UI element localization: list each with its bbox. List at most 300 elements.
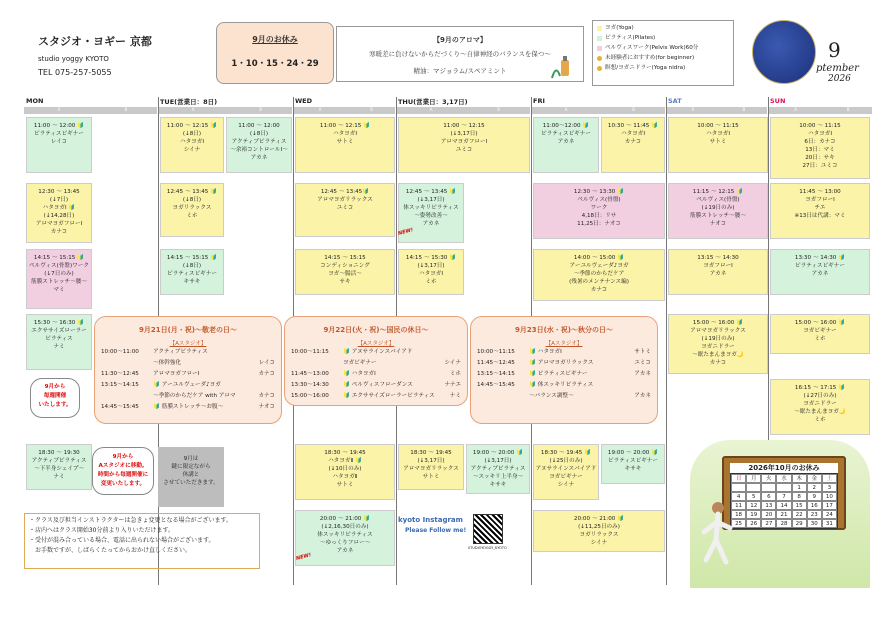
event-row[interactable] xyxy=(477,358,651,369)
class-cell-line: 筋膜ストレッチ～腰～ xyxy=(31,279,87,285)
class-cell-line: 13:30 ～ 14:30 🔰 xyxy=(794,255,846,261)
class-cell-line: (残暑のメンテナンス編) xyxy=(569,279,629,285)
legend-item xyxy=(597,23,729,33)
class-cell-line: ヨガリラックス xyxy=(172,205,212,211)
moon-illustration xyxy=(752,20,816,84)
class-cell-line: サトミ xyxy=(336,139,354,145)
studio-b-label: B xyxy=(370,107,373,112)
class-cell-line: ピラティスビギナー xyxy=(541,131,591,137)
class-cell-line: アカネ xyxy=(336,548,354,554)
class-cell-line: ヨガビギナー xyxy=(549,474,583,480)
class-cell-line: アロマヨガリラックス xyxy=(317,197,373,203)
legend-box xyxy=(592,20,734,86)
class-cell-line: (↓3,17日) xyxy=(417,458,445,464)
class-cell-line: チエ xyxy=(814,205,826,211)
class-cell-line: ～スッキリ上半身～ xyxy=(472,474,524,480)
event-row-class: ～季節のからだケア with アロマ xyxy=(153,393,236,399)
event-ev1 xyxy=(94,316,282,424)
class-cell-wed6[interactable] xyxy=(295,444,395,500)
event-row[interactable] xyxy=(101,380,275,391)
class-cell-line: ヨガフローⅠ xyxy=(703,263,733,269)
legend-swatch xyxy=(597,46,602,51)
class-cell-line: ヨガニドラー xyxy=(803,401,837,407)
legend-label: ペルヴィスワーク(Pelvis Work)60分 xyxy=(605,45,699,51)
class-cell-wed3[interactable] xyxy=(295,249,395,295)
event-row[interactable] xyxy=(291,380,461,391)
tue-bubble-line: Aスタジオに移動。 xyxy=(98,463,148,469)
legend-label: ヨガ(Yoga) xyxy=(605,25,634,31)
legend-item xyxy=(597,53,729,63)
event-row-instructor: ナナエ xyxy=(444,382,461,388)
new-label: NEW! xyxy=(295,552,312,562)
event-row[interactable] xyxy=(291,369,461,380)
class-cell-line: 18:30 ～ 19:45 xyxy=(410,450,452,456)
aroma-bottle-icon xyxy=(548,52,578,82)
class-cell-line: アカネ xyxy=(811,271,829,277)
event-row[interactable] xyxy=(291,347,461,358)
oct-weekday: 日 xyxy=(731,474,746,483)
class-cell-line: ペルヴィス(骨盤) xyxy=(577,197,621,203)
class-cell-line: サキ xyxy=(339,279,351,285)
class-cell-line: (↓19日のみ) xyxy=(701,336,735,342)
oct-day: 28 xyxy=(776,519,791,528)
class-cell-line: 20日：サキ xyxy=(805,155,835,161)
event-row-class: 🔰 ペルヴィスフローダンス xyxy=(343,382,413,388)
class-cell-line: (↓25日のみ) xyxy=(549,458,583,464)
ab-row-2 xyxy=(293,107,395,114)
class-cell-line: ミホ xyxy=(814,336,826,342)
oct-day: 17 xyxy=(822,501,837,510)
class-cell-line: サトミ xyxy=(336,482,354,488)
tue-bubble-line: 9月から xyxy=(112,454,134,460)
event-row-time: 10:00～11:15 xyxy=(291,349,329,355)
event-row-instructor xyxy=(249,347,275,358)
class-cell-sat4[interactable] xyxy=(668,314,768,374)
event-row-class: ～バランス調整～ xyxy=(529,393,574,399)
note-line: ・受付が混み合っている場合、電話に出られない場合がございます。 xyxy=(29,537,215,544)
class-cell-mon2[interactable] xyxy=(26,183,92,243)
tue-notice-bubble xyxy=(92,447,154,495)
day-header-6: SUN xyxy=(770,97,786,105)
ab-row-3 xyxy=(396,107,530,114)
class-cell-tue1b[interactable] xyxy=(226,117,292,173)
class-cell-line: (↓14,28日) xyxy=(43,213,75,219)
tue-closed-line: 休講と xyxy=(182,472,200,478)
class-cell-line: ミホ xyxy=(425,279,437,285)
note-line: ・店内へはクラス開始30分前より入りいただけます。 xyxy=(29,527,174,534)
holidays-dates: 1・10・15・24・29 xyxy=(231,59,319,69)
event-row[interactable] xyxy=(477,391,651,402)
class-cell-sat1[interactable] xyxy=(668,117,768,173)
studio-b-label: B xyxy=(124,107,128,112)
class-cell-sun3[interactable] xyxy=(770,249,870,295)
class-cell-line: 筋膜ストレッチ～腰～ xyxy=(690,213,746,219)
class-cell-line: (↓8日) xyxy=(249,131,269,137)
class-cell-line: ペルヴィス(骨盤)ワーク xyxy=(29,263,89,269)
legend-swatch xyxy=(597,36,602,41)
day-header-2: WED xyxy=(295,97,313,105)
legend-item xyxy=(597,33,729,43)
ab-row-0 xyxy=(24,107,157,114)
class-cell-line: 14:15 ～ 15:15 🔰 xyxy=(166,255,218,261)
event-ev2 xyxy=(284,316,468,406)
class-cell-line: 16:15 ～ 17:15 🔰 xyxy=(794,385,846,391)
oct-day: 20 xyxy=(761,510,776,519)
class-cell-line: ヨガ～腸活～ xyxy=(328,271,362,277)
class-cell-tue2[interactable] xyxy=(160,183,224,237)
oct-day: 27 xyxy=(761,519,776,528)
oct-day: 31 xyxy=(822,519,837,528)
event-row-class: 🔰 ハタヨガⅠ xyxy=(343,371,376,377)
class-cell-fri2[interactable] xyxy=(533,183,665,239)
studio-name: スタジオ・ヨギー 京都 xyxy=(38,35,152,48)
event-row-instructor: アカネ xyxy=(634,393,651,399)
class-cell-line: (↓3,17日) xyxy=(484,458,512,464)
day-header-4: FRI xyxy=(533,97,545,105)
studio-a-label: A xyxy=(429,107,433,112)
studio-en-name: studio yoggy KYOTO xyxy=(38,55,109,63)
studio-a-label: A xyxy=(191,107,195,112)
class-cell-line: アクティブピラティス xyxy=(231,139,287,145)
event-row[interactable] xyxy=(101,391,275,402)
legend-label: 未経験者におすすめ(for beginner) xyxy=(605,55,695,61)
class-cell-line: 15:30 ～ 16:30 🔰 xyxy=(33,320,85,326)
class-cell-line: シイナ xyxy=(557,482,575,488)
class-cell-line: ピラティスビギナー xyxy=(608,458,658,464)
event-row-time: 14:45～15:45 xyxy=(477,382,515,388)
class-cell-mon4[interactable] xyxy=(26,314,92,370)
studio-a-label: A xyxy=(794,107,797,112)
class-cell-line: 18:30 ～ 19:45 🔰 xyxy=(540,450,592,456)
class-cell-line: ペルヴィス(骨盤) xyxy=(696,197,740,203)
class-cell-line: (↓2,16,30日のみ) xyxy=(321,524,369,530)
class-cell-line: (↓3,17日) xyxy=(450,131,478,137)
class-cell-line: 20:00 ～ 21:00 🔰 xyxy=(573,516,625,522)
oct-day: 26 xyxy=(746,519,761,528)
class-cell-line: (↓3,17日) xyxy=(417,197,445,203)
class-cell-line: 体スッキリピラティス xyxy=(317,532,373,538)
event-row-instructor xyxy=(249,380,275,391)
class-cell-line: ハタヨガⅠ xyxy=(179,139,205,145)
legend-item xyxy=(597,63,729,73)
class-cell-mon3[interactable] xyxy=(26,249,92,309)
tue-closed-line: 鍵に限定ながら xyxy=(171,464,211,470)
class-cell-line: 11:00 ～ 12:00 🔰 xyxy=(33,123,85,129)
class-cell-line: 14:15 ～ 15:30 🔰 xyxy=(405,255,457,261)
event-title: 9月21日(月・祝)～敬老の日～ xyxy=(138,326,237,334)
event-row[interactable] xyxy=(101,369,275,380)
event-row[interactable] xyxy=(101,358,275,369)
class-cell-sun4[interactable] xyxy=(770,314,870,354)
class-cell-fri7[interactable] xyxy=(533,510,665,552)
oct-day: 11 xyxy=(731,501,746,510)
mon-bubble-line: いたします。 xyxy=(38,402,72,408)
class-cell-line: 11:45 ～ 13:00 xyxy=(799,189,841,195)
class-cell-line: 13日：マミ xyxy=(805,147,835,153)
event-row-time xyxy=(101,391,153,402)
class-cell-mon1[interactable] xyxy=(26,117,92,173)
class-cell-tue3[interactable] xyxy=(160,249,224,295)
class-cell-line: ～季節のからだケア xyxy=(573,271,625,277)
class-cell-line: ハタヨガⅠ xyxy=(418,271,444,277)
tue-closed-line: 9月は xyxy=(183,456,199,462)
class-cell-wed2[interactable] xyxy=(295,183,395,237)
class-cell-line: 12:30 ～ 13:30 🔰 xyxy=(573,189,625,195)
class-cell-line: ピラティス xyxy=(45,336,73,342)
event-row-time: 11:45～12:45 xyxy=(477,360,515,366)
class-cell-fri6[interactable] xyxy=(533,444,599,500)
event-row[interactable] xyxy=(291,391,461,402)
event-row-time xyxy=(477,391,529,402)
class-cell-line: ハタヨガⅡ xyxy=(332,474,358,480)
class-cell-wed1[interactable] xyxy=(295,117,395,173)
class-cell-line: 20:00 ～ 21:00 🔰 xyxy=(319,516,371,522)
class-cell-line: 体スッキリピラティス xyxy=(403,205,459,211)
class-cell-line: ハタヨガⅠ xyxy=(705,131,731,137)
class-cell-fri1b[interactable] xyxy=(601,117,665,173)
class-cell-mon6[interactable] xyxy=(26,444,92,490)
class-cell-line: 11:00 ～ 12:15 🔰 xyxy=(166,123,218,129)
oct-day: 6 xyxy=(761,492,776,501)
event-row-time: 13:15～14:15 xyxy=(101,382,139,388)
event-row-instructor: ナミ xyxy=(449,393,461,399)
oct-weekday: 火 xyxy=(761,474,776,483)
class-cell-line: ナミ xyxy=(53,474,65,480)
oct-day: 25 xyxy=(731,519,746,528)
class-cell-line: ～余裕コントロールⅠ～ xyxy=(230,147,288,153)
class-cell-line: ピラティスビギナー xyxy=(34,131,84,137)
event-row-time: 15:00～16:00 xyxy=(291,393,329,399)
event-row-time: 14:45～15:45 xyxy=(101,404,139,410)
class-cell-line: マミ xyxy=(53,287,65,293)
oct-day: 9 xyxy=(807,492,822,501)
studio-b-label: B xyxy=(742,107,746,112)
class-cell-line: アカネ xyxy=(250,155,268,161)
holidays-box xyxy=(216,22,334,84)
class-cell-line: ヨガリラックス xyxy=(579,532,619,538)
instagram-qr-code[interactable] xyxy=(473,514,503,544)
ab-row-4 xyxy=(531,107,665,114)
event-title: 9月23日(水・祝)～秋分の日～ xyxy=(514,326,613,334)
class-cell-fri6b[interactable] xyxy=(601,444,665,484)
class-cell-line: (↓8日) xyxy=(182,263,202,269)
oct-weekday: 月 xyxy=(746,474,761,483)
class-cell-line: (↓8日) xyxy=(182,131,202,137)
oct-day: 7 xyxy=(776,492,791,501)
notes-box xyxy=(24,513,260,569)
oct-day: 1 xyxy=(792,483,807,492)
october-calendar xyxy=(730,463,838,529)
class-cell-line: ※13日は代講：マミ xyxy=(794,213,846,219)
event-row[interactable] xyxy=(101,402,275,413)
oct-day: 23 xyxy=(807,510,822,519)
oct-day: 15 xyxy=(792,501,807,510)
event-row-time: 13:30～14:30 xyxy=(291,382,329,388)
class-cell-line: サトミ xyxy=(709,139,727,145)
studio-a-label: A xyxy=(57,107,61,112)
class-cell-line: 15:00 ～ 16:00 🔰 xyxy=(692,320,744,326)
class-cell-sun1[interactable] xyxy=(770,117,870,179)
class-cell-sun2[interactable] xyxy=(770,183,870,239)
event-row-instructor: アカネ xyxy=(634,371,651,377)
event-row-class: 🔰 アーユルヴェーダ♪ヨガ xyxy=(153,382,221,388)
mon-bubble-line: 9月から xyxy=(44,384,66,390)
class-cell-line: (↓7日) xyxy=(49,197,69,203)
class-cell-line: ミホ xyxy=(814,417,826,423)
class-cell-line: 18:30 ～ 19:30 xyxy=(38,450,80,456)
event-row-class: 🔰 アヌサラインスパイアド xyxy=(343,349,413,355)
studio-b-label: B xyxy=(259,107,262,112)
oct-day: 13 xyxy=(761,501,776,510)
event-row-class: ヨガビギナー xyxy=(343,360,377,366)
oct-day: 2 xyxy=(807,483,822,492)
event-row-class: アクティブピラティス xyxy=(153,349,208,355)
class-cell-line: シイナ xyxy=(590,540,608,546)
ab-row-6 xyxy=(768,107,872,114)
class-cell-line: 12:30 ～ 13:45 xyxy=(38,189,80,195)
class-cell-line: アロマヨガフローⅠ xyxy=(440,139,488,145)
event-row-instructor: カナコ xyxy=(258,371,275,377)
aroma-title: 【9月のアロマ】 xyxy=(433,36,487,44)
event-row-time: 10:00～11:15 xyxy=(477,349,515,355)
event-row[interactable] xyxy=(291,358,461,369)
event-row-class: 🔰 アロマヨガリラックス xyxy=(529,360,594,366)
event-row[interactable] xyxy=(101,347,275,358)
class-cell-line: ワーク xyxy=(590,205,608,211)
class-cell-line: アーユルヴェーダ♪ヨガ xyxy=(569,263,629,269)
class-cell-line: アロマヨガリラックス xyxy=(690,328,746,334)
oct-day: 16 xyxy=(807,501,822,510)
event-studio-tag: 【Aスタジオ】 xyxy=(545,341,583,347)
event-row-time: 11:30～12:45 xyxy=(101,371,139,377)
class-cell-line: 12:45 ～ 13:45 🔰 xyxy=(405,189,457,195)
class-cell-line: ナオコ xyxy=(709,221,727,227)
class-cell-sun5[interactable] xyxy=(770,379,870,435)
oct-weekday: 土 xyxy=(822,474,837,483)
class-cell-line: カナコ xyxy=(709,360,727,366)
class-cell-line: ～ゆっくりフロー～ xyxy=(319,540,371,546)
class-cell-line: 14:15 ～ 15:15 xyxy=(324,255,366,261)
class-cell-line: エクササイズローラー xyxy=(31,328,87,334)
class-cell-fri1a[interactable] xyxy=(533,117,599,173)
class-cell-line: 4,18日：リサ xyxy=(581,213,617,219)
oct-day xyxy=(761,483,776,492)
event-row[interactable] xyxy=(477,380,651,391)
event-ev3 xyxy=(470,316,658,424)
moon-icon xyxy=(597,66,602,71)
instagram-follow: Please Follow me! xyxy=(405,527,467,534)
holidays-title: 9月のお休み xyxy=(252,35,298,44)
legend-label: 瞑想/ヨガニドラー(Yoga nidra) xyxy=(605,65,686,71)
oct-day: 21 xyxy=(776,510,791,519)
class-cell-thu6b[interactable] xyxy=(466,444,530,494)
class-cell-line: 27日：ユミコ xyxy=(802,163,838,169)
month-number: 9 xyxy=(828,38,841,62)
studio-b-label: B xyxy=(497,107,500,112)
class-cell-line: 6日：カナコ xyxy=(804,139,836,145)
october-title: 2026年10月のお休み xyxy=(730,463,838,473)
class-cell-line: アヌサラインスパイアド xyxy=(535,466,597,472)
event-row-time xyxy=(291,358,343,369)
event-row[interactable] xyxy=(477,347,651,358)
class-cell-line: 11:00～12:00 🔰 xyxy=(542,123,590,129)
class-cell-line: 11,25日：ナオコ xyxy=(577,221,621,227)
class-cell-line: ヨガニドラー xyxy=(701,344,735,350)
aroma-box xyxy=(336,26,584,82)
class-cell-line: アカネ xyxy=(557,139,575,145)
class-cell-sat3[interactable] xyxy=(668,249,768,295)
oct-day xyxy=(746,483,761,492)
oct-day: 8 xyxy=(792,492,807,501)
class-cell-line: ピラティスビギナー xyxy=(795,263,845,269)
class-cell-thu6[interactable] xyxy=(398,444,464,490)
class-cell-tue1a[interactable] xyxy=(160,117,224,173)
oct-weekday: 金 xyxy=(807,474,822,483)
class-cell-line: 18:30 ～ 19:45 xyxy=(324,450,366,456)
class-cell-sat2[interactable] xyxy=(668,183,768,239)
class-cell-line: ハタヨガⅠ xyxy=(620,131,646,137)
event-row[interactable] xyxy=(477,369,651,380)
instagram-title[interactable]: kyoto Instagram xyxy=(398,516,463,524)
class-cell-line: 15:00 ～ 16:00 🔰 xyxy=(794,320,846,326)
class-cell-thu3[interactable] xyxy=(398,249,464,295)
event-row-time xyxy=(101,358,153,369)
class-cell-line: 11:00 ～ 12:15 xyxy=(443,123,485,129)
tue-closed-notice xyxy=(158,447,224,507)
event-row-class: 🔰 筋膜ストレッチ～お腹～ xyxy=(153,404,224,410)
event-studio-tag: 【Aスタジオ】 xyxy=(357,341,395,347)
class-cell-line: ハタヨガⅡ 🔰 xyxy=(328,458,362,464)
event-title: 9月22日(火・祝)～国民の休日～ xyxy=(323,326,429,334)
legend-item xyxy=(597,43,729,53)
class-cell-line: (↓11,25日のみ) xyxy=(578,524,620,530)
class-cell-fri3[interactable] xyxy=(533,249,665,301)
month-year: 2026 xyxy=(828,74,851,84)
aroma-subtitle: 寒暖差に負けないからだづくり～自律神経のバランスを保つ～ xyxy=(369,50,551,58)
class-cell-line: ハタヨガⅠ xyxy=(332,131,358,137)
class-cell-thu1[interactable] xyxy=(398,117,530,173)
class-cell-line: ナミ xyxy=(53,344,65,350)
class-cell-line: ～眠たまんまヨガ🌙 xyxy=(692,352,744,358)
class-cell-line: (↓3,17日) xyxy=(417,263,445,269)
class-cell-line: 14:00 ～ 15:00 🔰 xyxy=(573,255,625,261)
class-cell-line: 11:00 ～ 12:00 xyxy=(238,123,280,129)
event-studio-tag: 【Aスタジオ】 xyxy=(169,341,207,347)
class-cell-line: アロマヨガフローⅠ xyxy=(35,221,83,227)
event-row-class: 🔰 エクササイズローラーピラティス xyxy=(343,393,435,399)
oct-day: 24 xyxy=(822,510,837,519)
tue-bubble-line: 変更いたします。 xyxy=(100,481,146,487)
class-cell-line: 11:00 ～ 12:15 🔰 xyxy=(319,123,371,129)
class-cell-line: 13:15 ～ 14:30 xyxy=(697,255,739,261)
month-name: ptember xyxy=(816,63,859,74)
column-divider xyxy=(666,97,667,585)
class-cell-line: 10:00 ～ 11:15 xyxy=(799,123,841,129)
class-cell-line: 14:15 ～ 15:15 🔰 xyxy=(33,255,85,261)
class-cell-line: アクティブピラティス xyxy=(31,458,87,464)
oct-day xyxy=(731,483,746,492)
class-cell-line: ハタヨガⅠ 🔰 xyxy=(42,205,76,211)
event-row-class: 🔰 体スッキリピラティス xyxy=(529,382,594,388)
event-row-class: アロマヨガフローⅠ xyxy=(153,371,200,377)
event-row-instructor xyxy=(435,347,461,358)
legend-label: ピラティス(Pilates) xyxy=(605,35,656,41)
class-cell-line: キサキ xyxy=(624,466,642,472)
class-cell-line: (↓8日) xyxy=(182,197,202,203)
event-row-class: ～体幹強化 xyxy=(153,360,181,366)
class-cell-line: 19:00 ～ 20:00 🔰 xyxy=(607,450,659,456)
class-cell-line: (↓19日のみ) xyxy=(701,205,735,211)
